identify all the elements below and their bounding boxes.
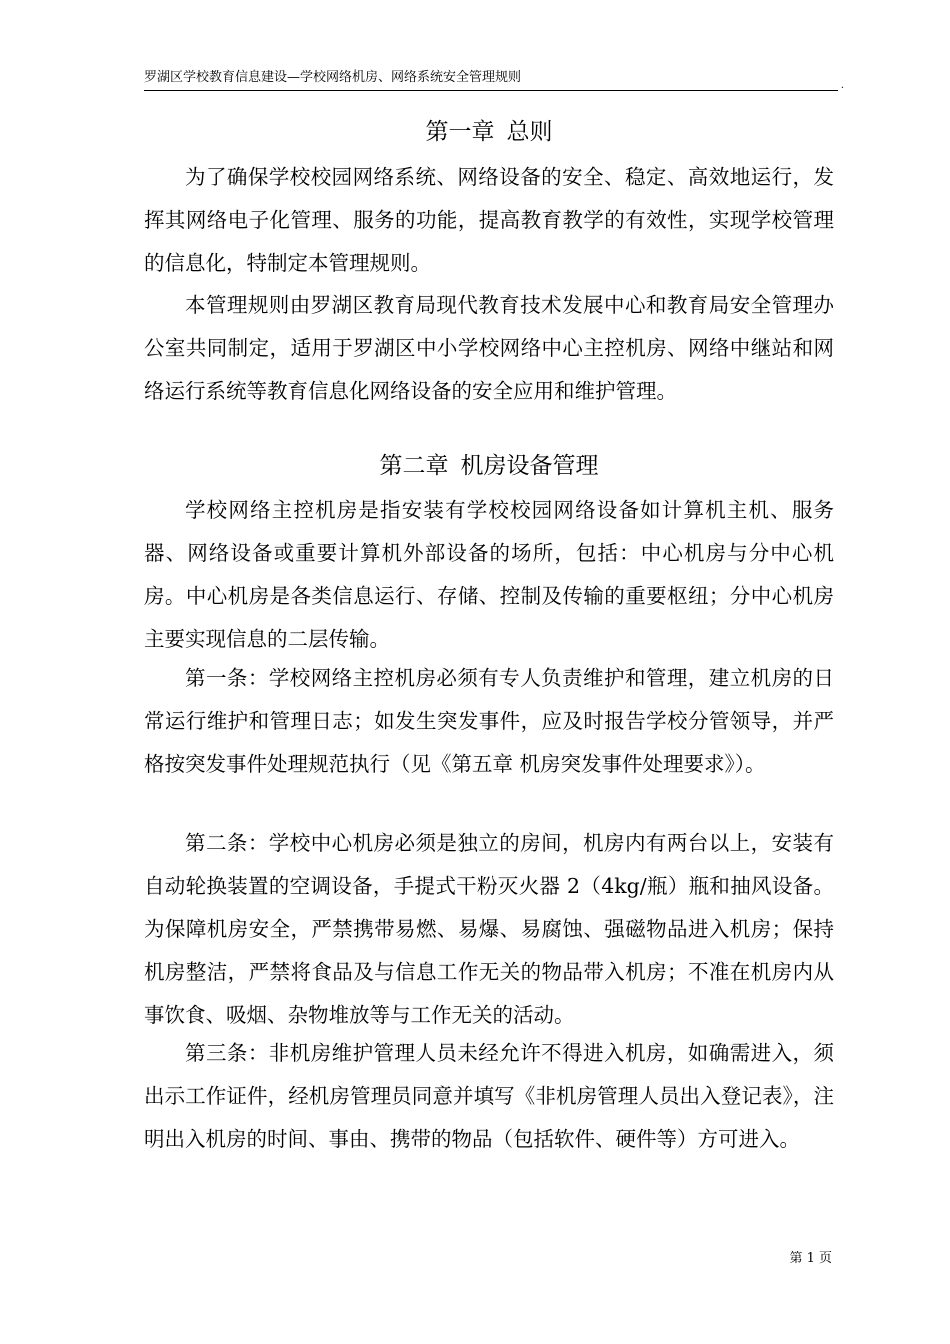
chapter-1-heading [144,118,834,146]
chapter-2-title: 机房设备管理 [460,453,599,479]
chapter-2-number: 第二章 [379,453,449,479]
article-2: 第二条：学校中心机房必须是独立的房间，机房内有两台以上，安装有自动轮换装置的空调设备，手提式干粉灭火器 2（4kg/瓶）瓶和抽风设备。为保障机房安全，严禁携带易燃、易爆、易腐蚀、强磁物品进入机房；保持机房整洁，严禁将食品及与信息工作无关的物品带入机房；不准在机房内从事饮食、吸烟、杂物堆放等与工作无关的活动。 [144,831,834,1027]
chapter-1-title: 总则 [506,119,553,145]
page-number: 第 1 页 [789,1251,832,1266]
chapter-1-number: 第一章 [425,119,495,145]
header-title: 罗湖区学校教育信息建设—学校网络机房、网络系统安全管理规则 [144,70,522,85]
article-3: 第三条：非机房维护管理人员未经允许不得进入机房，如确需进入，须出示工作证件，经机房管理员同意并填写《非机房管理人员出入登记表》，注明出入机房的时间、事由、携带的物品（包括软件、硬件等）方可进入。 [144,1041,834,1151]
paragraph-3: 学校网络主控机房是指安装有学校校园网络设备如计算机主机、服务器、网络设备或重要计算机外部设备的场所，包括：中心机房与分中心机房。中心机房是各类信息运行、存储、控制及传输的重要枢纽；分中心机房主要实现信息的二层传输。 [144,498,834,651]
header-mark: . [840,80,844,91]
paragraph-1: 为了确保学校校园网络系统、网络设备的安全、稳定、高效地运行，发挥其网络电子化管理、服务的功能，提高教育教学的有效性，实现学校管理的信息化，特制定本管理规则。 [144,165,834,275]
article-1: 第一条：学校网络主控机房必须有专人负责维护和管理，建立机房的日常运行维护和管理日志；如发生突发事件，应及时报告学校分管领导，并严格按突发事件处理规范执行（见《第五章 机房突发事件处理要求》）。 [144,666,834,776]
paragraph-2: 本管理规则由罗湖区教育局现代教育技术发展中心和教育局安全管理办公室共同制定，适用于罗湖区中小学校网络中心主控机房、网络中继站和网络运行系统等教育信息化网络设备的安全应用和维护管理。 [144,293,834,403]
chapter-2-heading [144,452,834,480]
page-header [144,70,844,91]
